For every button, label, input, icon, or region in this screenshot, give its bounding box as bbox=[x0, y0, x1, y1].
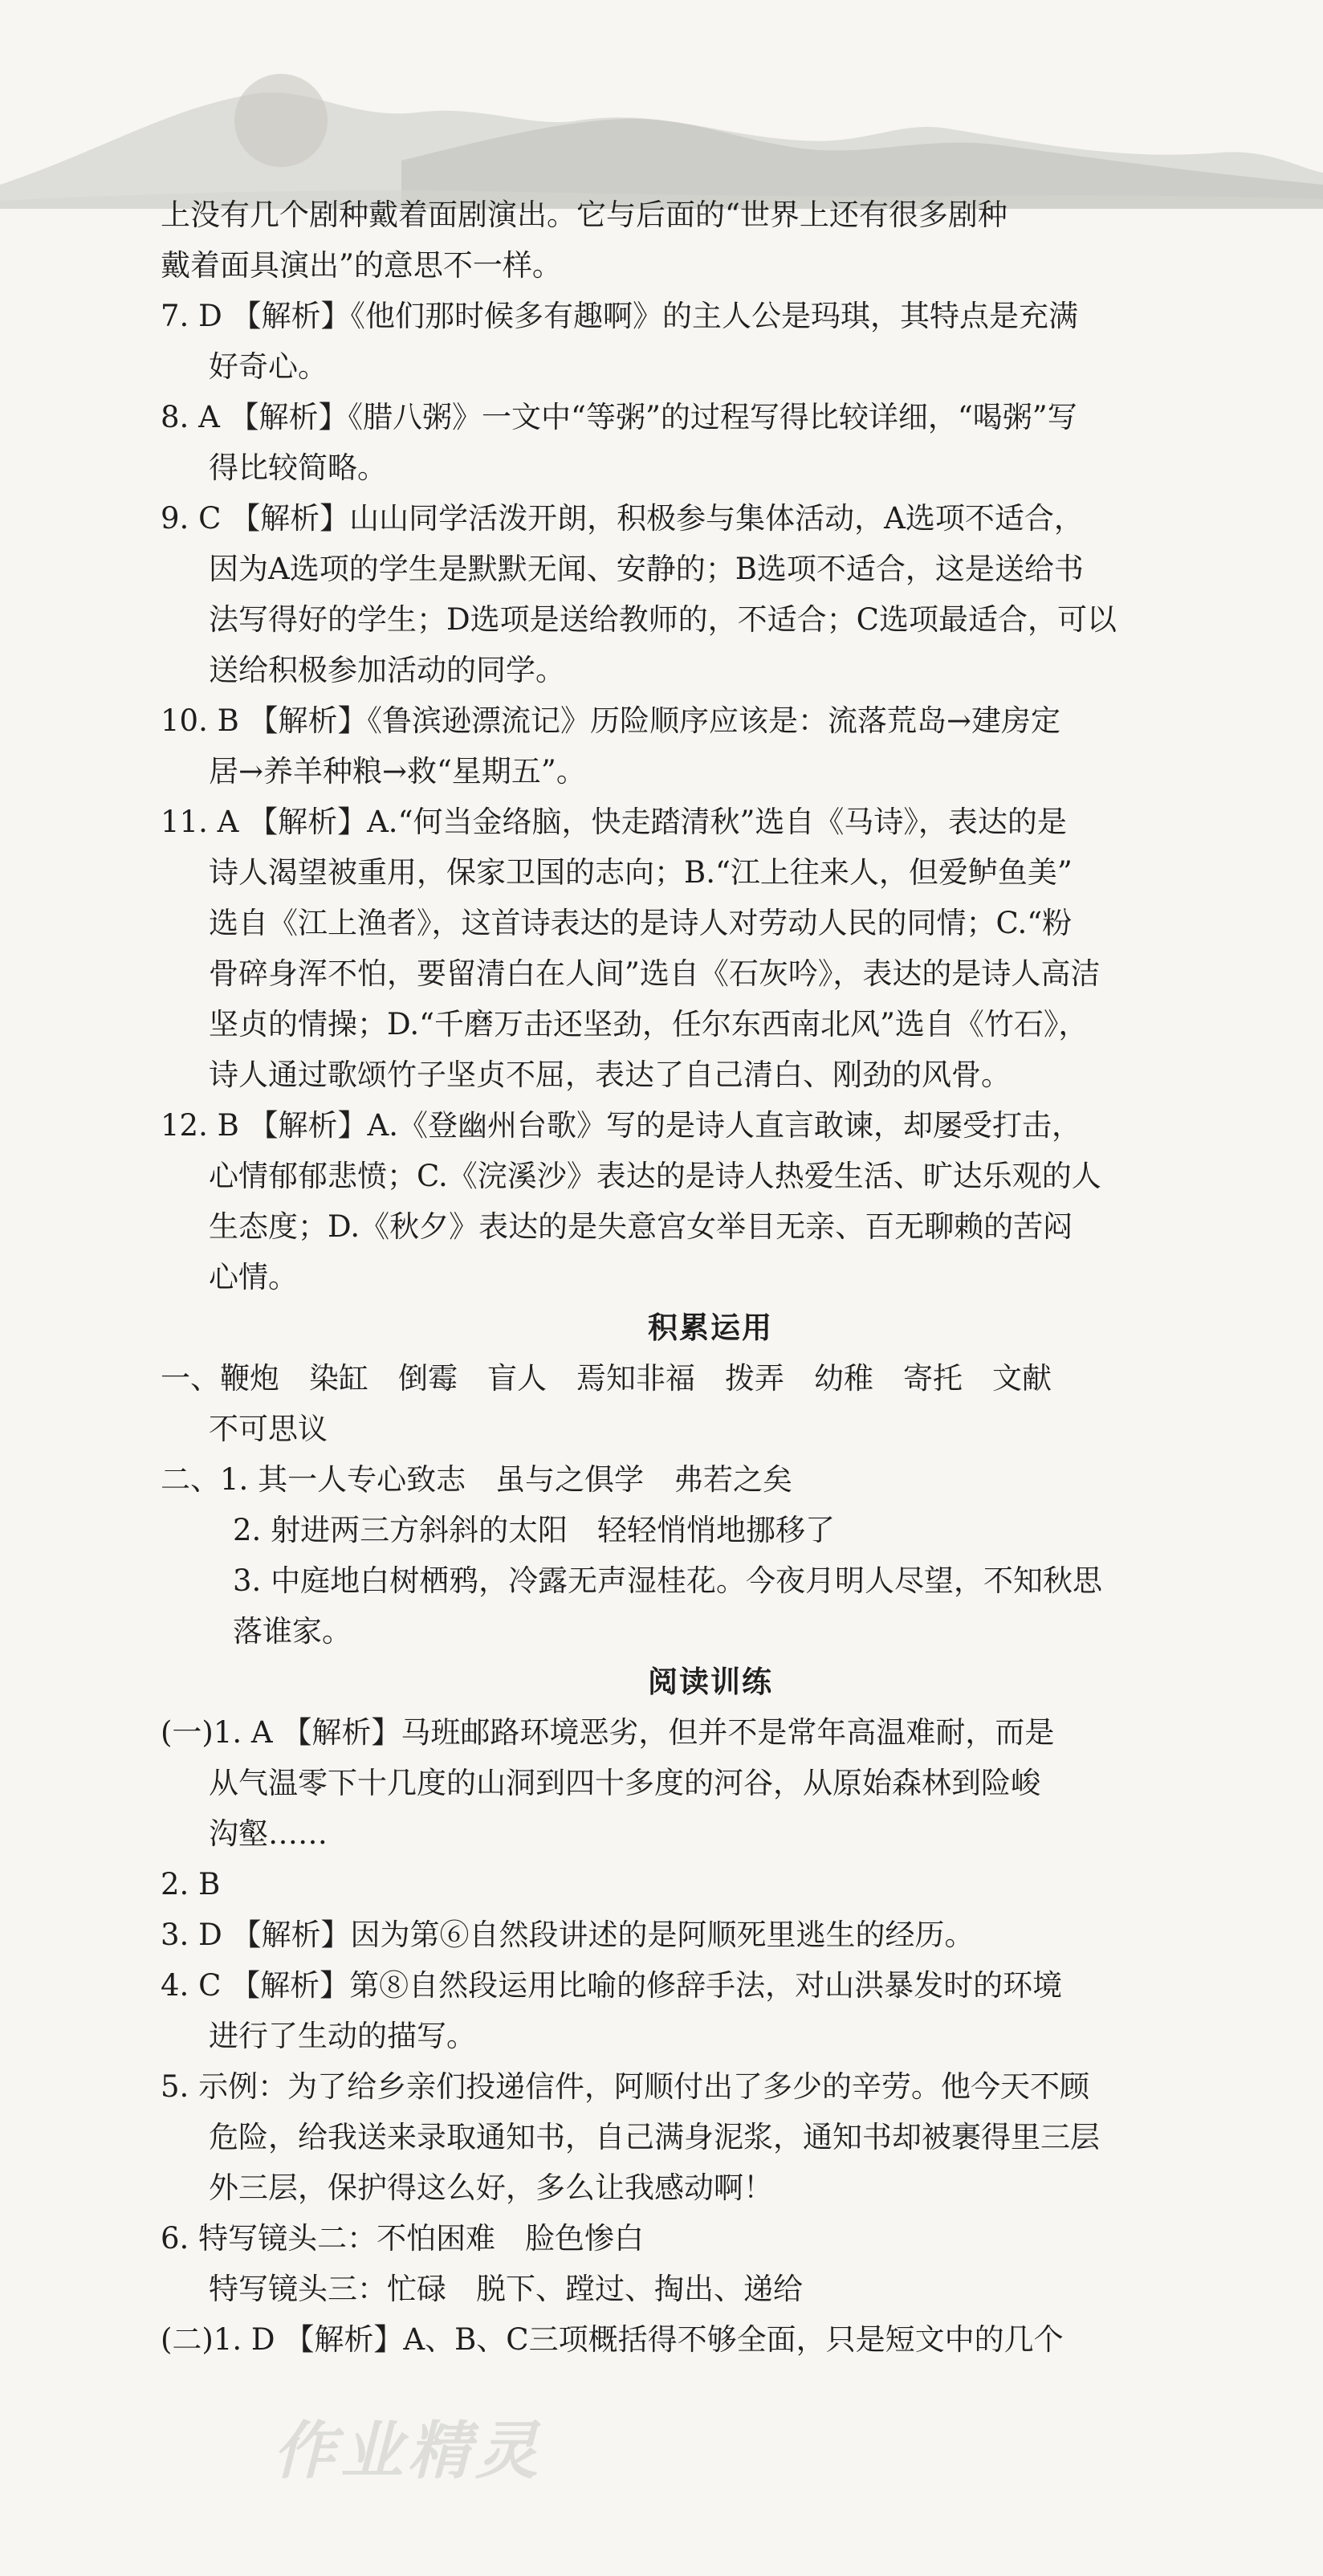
text-line: 从气温零下十几度的山洞到四十多度的河谷，从原始森林到险峻 bbox=[209, 1766, 1040, 1800]
reading-1-answer-6: 6. 特写镜头二：不怕困难 脸色惨白 bbox=[161, 2221, 645, 2256]
text-line: 危险，给我送来录取通知书，自己满身泥浆，通知书却被裹得里三层 bbox=[209, 2120, 1100, 2154]
reading-1-answer-3: 3. D 【解析】因为第⑥自然段讲述的是阿顺死里逃生的经历。 bbox=[161, 1918, 975, 1952]
text-line: 进行了生动的描写。 bbox=[209, 2019, 476, 2053]
text-line: 居→养羊种粮→救“星期五”。 bbox=[209, 754, 586, 789]
text-line: 心情。 bbox=[209, 1260, 298, 1294]
reading-1-answer-1: (一)1. A 【解析】马班邮路环境恶劣，但并不是常年高温难耐，而是 bbox=[161, 1715, 1055, 1750]
text-line: 落谁家。 bbox=[233, 1614, 352, 1649]
text-line: 特写镜头三：忙碌 脱下、蹚过、掏出、递给 bbox=[209, 2272, 803, 2306]
text-line: 外三层，保护得这么好，多么让我感动啊！ bbox=[209, 2170, 773, 2205]
answer-part-1: 一、鞭炮 染缸 倒霉 盲人 焉知非福 拨弄 幼稚 寄托 文献 bbox=[161, 1361, 1052, 1396]
text-line: 送给积极参加活动的同学。 bbox=[209, 653, 565, 687]
text-line: 骨碎身浑不怕，要留清白在人间”选自《石灰吟》，表达的是诗人高洁 bbox=[209, 956, 1101, 991]
text-line: 上没有几个剧种戴着面剧演出。它与后面的“世界上还有很多剧种 bbox=[161, 198, 1008, 232]
text-line: 法写得好的学生；D选项是送给教师的，不适合；C选项最适合，可以 bbox=[209, 602, 1117, 637]
text-line: 不可思议 bbox=[209, 1412, 328, 1446]
text-line: 选自《江上渔者》，这首诗表达的是诗人对劳动人民的同情；C.“粉 bbox=[209, 906, 1073, 940]
text-line: 好奇心。 bbox=[209, 349, 328, 384]
mountain-header-graphic bbox=[0, 0, 1323, 209]
reading-1-answer-5: 5. 示例：为了给乡亲们投递信件，阿顺付出了多少的辛劳。他今天不顾 bbox=[161, 2069, 1090, 2104]
text-line: 得比较简略。 bbox=[209, 450, 387, 485]
text-line: 诗人通过歌颂竹子坚贞不屈，表达了自己清白、刚劲的风骨。 bbox=[209, 1058, 1011, 1092]
section-heading-jilei: 积累运用 bbox=[648, 1310, 773, 1345]
answer-11: 11. A 【解析】A.“何当金络脑，快走踏清秋”选自《马诗》，表达的是 bbox=[161, 805, 1067, 839]
answer-10: 10. B 【解析】《鲁滨逊漂流记》历险顺序应该是：流落荒岛→建房定 bbox=[161, 703, 1061, 738]
text-line: 心情郁郁悲愤；C.《浣溪沙》表达的是诗人热爱生活、旷达乐观的人 bbox=[209, 1159, 1101, 1193]
text-line: 3. 中庭地白树栖鸦，冷露无声湿桂花。今夜月明人尽望，不知秋思 bbox=[233, 1563, 1103, 1598]
reading-1-answer-2: 2. B bbox=[161, 1867, 221, 1901]
text-line: 生态度；D.《秋夕》表达的是失意宫女举目无亲、百无聊赖的苦闷 bbox=[209, 1209, 1073, 1244]
section-heading-yuedu: 阅读训练 bbox=[648, 1665, 773, 1699]
answer-7: 7. D 【解析】《他们那时候多有趣啊》的主人公是玛琪，其特点是充满 bbox=[161, 299, 1078, 333]
answer-part-2: 二、1. 其一人专心致志 虽与之俱学 弗若之矣 bbox=[161, 1462, 793, 1497]
text-line: 2. 射进两三方斜斜的太阳 轻轻悄悄地挪移了 bbox=[233, 1513, 836, 1547]
answer-8: 8. A 【解析】《腊八粥》一文中“等粥”的过程写得比较详细，“喝粥”写 bbox=[161, 400, 1077, 434]
text-line: 戴着面具演出”的意思不一样。 bbox=[161, 248, 562, 283]
text-line: 坚贞的情操；D.“千磨万击还坚劲，任尔东西南北风”选自《竹石》， bbox=[209, 1007, 1089, 1041]
reading-1-answer-4: 4. C 【解析】第⑧自然段运用比喻的修辞手法，对山洪暴发时的环境 bbox=[161, 1968, 1063, 2003]
text-line: 沟壑…… bbox=[209, 1816, 328, 1851]
answer-12: 12. B 【解析】A.《登幽州台歌》写的是诗人直言敢谏，却屡受打击， bbox=[161, 1108, 1082, 1143]
text-line: 诗人渴望被重用，保家卫国的志向；B.“江上往来人，但爱鲈鱼美” bbox=[209, 855, 1073, 890]
answer-9: 9. C 【解析】山山同学活泼开朗，积极参与集体活动，A选项不适合， bbox=[161, 501, 1084, 536]
text-line: 因为A选项的学生是默默无闻、安静的；B选项不适合，这是送给书 bbox=[209, 552, 1084, 586]
answer-text-block bbox=[161, 190, 1260, 2365]
watermark-text: 作业精灵 bbox=[273, 2415, 543, 2488]
reading-2-answer-1: (二)1. D 【解析】A、B、C三项概括得不够全面，只是短文中的几个 bbox=[161, 2322, 1064, 2357]
